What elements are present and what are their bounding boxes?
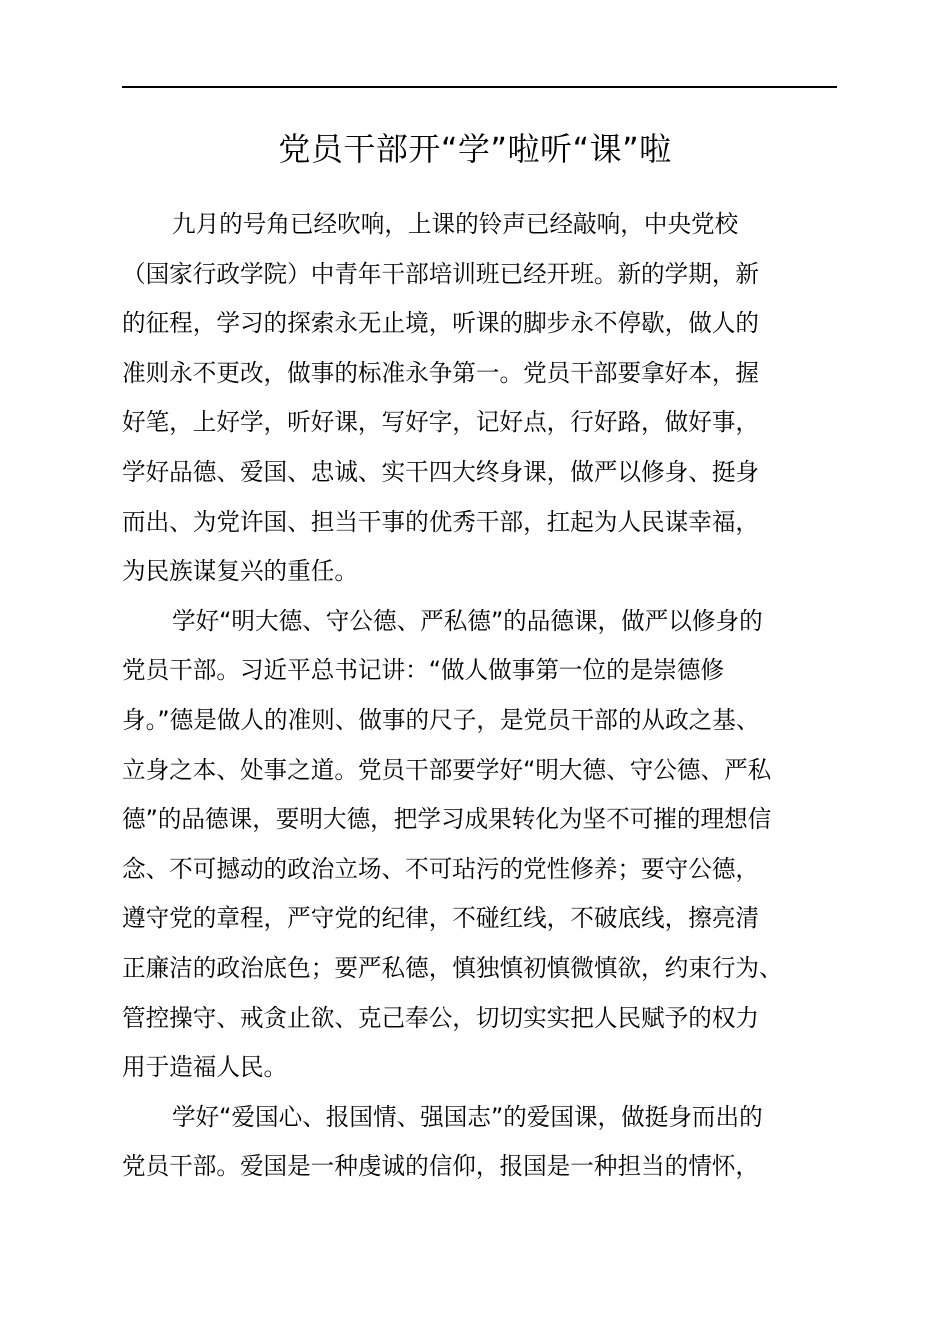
- paragraph-line: 学好品德、爱国、忠诚、实干四大终身课，做严以修身、挺身: [122, 457, 760, 486]
- document-title: 党员干部开“学”啦听“课”啦: [278, 130, 672, 168]
- paragraph-line: 念、不可撼动的政治立场、不可玷污的党性修养；要守公德，: [122, 854, 760, 883]
- paragraph-line: 立身之本、处事之道。党员干部要学好“明大德、守公德、严私: [122, 755, 772, 784]
- paragraph-line: 的征程，学习的探索永无止境，听课的脚步永不停歇，做人的: [122, 309, 760, 338]
- paragraph-line: 学好“爱国心、报国情、强国志”的爱国课，做挺身而出的: [172, 1102, 763, 1131]
- paragraph-line: 遵守党的章程，严守党的纪律，不碰红线，不破底线，擦亮清: [122, 904, 760, 933]
- paragraph-line: 党员干部。爱国是一种虔诚的信仰，报国是一种担当的情怀，: [122, 1152, 760, 1181]
- paragraph-line: 而出、为党许国、担当干事的优秀干部，扛起为人民谋幸福，: [122, 507, 760, 536]
- paragraph-2: [122, 597, 838, 1093]
- paragraph-line: 九月的号角已经吹响，上课的铃声已经敲响，中央党校: [172, 210, 739, 238]
- paragraph-line: 正廉洁的政治底色；要严私德，慎独慎初慎微慎欲，约束行为、: [122, 953, 783, 982]
- paragraph-line: 身。”德是做人的准则、做事的尺子，是党员干部的从政之基、: [122, 705, 760, 734]
- paragraph-line: 用于造福人民。: [122, 1053, 288, 1082]
- paragraph-3: [122, 1093, 838, 1192]
- paragraph-line: 准则永不更改，做事的标准永争第一。党员干部要拿好本，握: [122, 358, 760, 387]
- paragraph-1: [122, 200, 838, 597]
- paragraph-line: 好笔，上好学，听好课，写好字，记好点，行好路，做好事，: [122, 408, 760, 437]
- paragraph-line: 德”的品德课，要明大德，把学习成果转化为坚不可摧的理想信: [122, 805, 772, 834]
- header-rule: [122, 86, 837, 88]
- paragraph-line: 党员干部。习近平总书记讲：“做人做事第一位的是崇德修: [122, 656, 725, 685]
- document-body: [122, 200, 838, 1192]
- paragraph-line: 为民族谋复兴的重任。: [122, 557, 358, 586]
- paragraph-line: （国家行政学院）中青年干部培训班已经开班。新的学期，新: [122, 259, 760, 288]
- paragraph-line: 学好“明大德、守公德、严私德”的品德课，做严以修身的: [172, 606, 763, 635]
- paragraph-line: 管控操守、戒贪止欲、克己奉公，切切实实把人民赋予的权力: [122, 1003, 760, 1032]
